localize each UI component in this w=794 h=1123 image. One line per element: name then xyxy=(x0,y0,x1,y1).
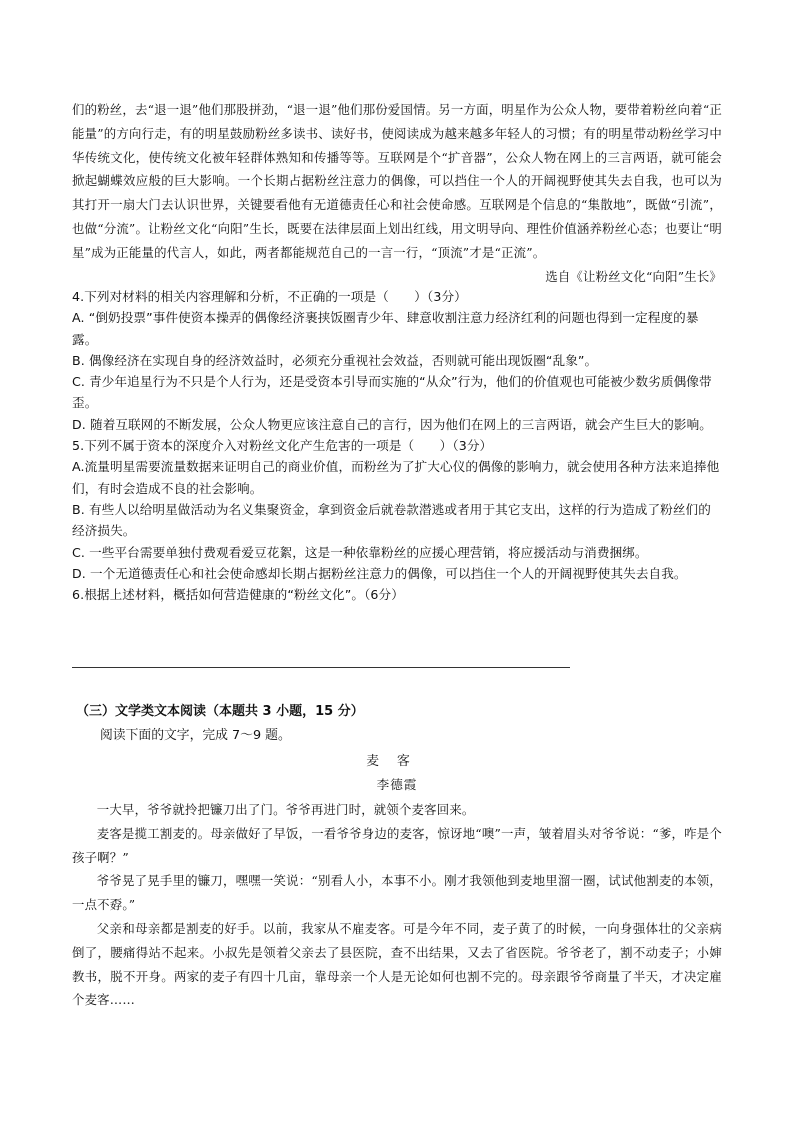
question-4-option-c: C. 青少年追星行为不只是个人行为，还是受资本引导而实施的“从众”行为，他们的价值观也可能被少数劣质偶像带歪。 xyxy=(72,374,712,411)
story-body xyxy=(72,798,722,1012)
passage-paragraph: 们的粉丝，去“退一退”他们那股拼劲，“退一退”他们那份爱国情。另一方面，明星作为公众人物，要带着粉丝向着“正能量”的方向行走，有的明星鼓励粉丝多读书、读好书，使阅读成为越来越多年轻人的习惯；有的明星带动粉丝学习中华传统文化，使传统文化被年轻群体熟知和传播等等。互联网是个“扩音器”，公众人物在网上的三言两语，就可能会掀起蝴蝶效应般的巨大影响。一个长期占据粉丝注意力的偶像，可以挡住一个人的开阔视野使其失去自我，也可以为其打开一扇大门去认识世界，关键要看他有无道德责任心和社会使命感。互联网是个信息的“集散地”，既做“引流”，也做“分流”。让粉丝文化“向阳”生长，既要在法律层面上划出红线，用文明导向、理性价值涵养粉丝心态；也要让“明星”成为正能量的代言人，如此，两者都能规范自己的一言一行，“顶流”才是“正流”。 xyxy=(72,102,722,260)
story-paragraph: 一大早，爷爷就拎把镰刀出了门。爷爷再进门时，就领个麦客回来。 xyxy=(96,802,475,817)
answer-line[interactable] xyxy=(72,667,570,668)
section-heading: （三）文学类文本阅读（本题共 3 小题，15 分） xyxy=(76,704,364,719)
question-4-option-d: D. 随着互联网的不断发展，公众人物更应该注意自己的言行，因为他们在网上的三言两语，就会产生巨大的影响。 xyxy=(72,416,712,432)
question-5-option-a: A.流量明星需要流量数据来证明自己的商业价值，而粉丝为了扩大心仪的偶像的影响力，就会使用各种方法来追捧他们，有时会造成不良的社会影响。 xyxy=(72,459,720,496)
question-4-option-a: A. “倒奶投票”事件使资本操弄的偶像经济裹挟饭圈青少年、肆意收割注意力经济红利的问题也得到一定程度的暴露。 xyxy=(72,310,699,347)
questions-block xyxy=(72,286,722,605)
passage-source: 选自《让粉丝文化“向阳”生长》 xyxy=(545,268,722,284)
question-4-option-b: B. 偶像经济在实现自身的经济效益时，必须充分重视社会效益，否则就可能出现饭圈“乱象”。 xyxy=(72,352,598,368)
story-paragraph: 麦客是揽工割麦的。母亲做好了早饭，一看爷爷身边的麦客，惊讶地“噢”一声，皱着眉头对爷爷说：“爹，咋是个孩子啊？” xyxy=(72,825,722,865)
question-5-option-d: D. 一个无道德责任心和社会使命感却长期占据粉丝注意力的偶像，可以挡住一个人的开阔视野使其失去自我。 xyxy=(72,565,687,581)
question-5-stem: 5.下列不属于资本的深度介入对粉丝文化产生危害的一项是（ ）（3分） xyxy=(72,438,493,454)
passage-block xyxy=(72,98,722,288)
story-paragraph: 爷爷晃了晃手里的镰刀，嘿嘿一笑说：“别看人小，本事不小。刚才我领他到麦地里溜一圈，试试他割麦的本领，一点不孬。” xyxy=(72,873,722,913)
question-5-option-c: C. 一些平台需要单独付费观看爱豆花絮，这是一种依靠粉丝的应援心理营销，将应援活动与消费捆绑。 xyxy=(72,544,648,560)
question-5-option-b: B. 有些人以给明星做活动为名义集聚资金，拿到资金后就卷款潜逃或者用于其它支出，这样的行为造成了粉丝们的经济损失。 xyxy=(72,501,711,539)
question-6-stem: 6.根据上述材料，概括如何营造健康的“粉丝文化”。（6分） xyxy=(72,587,404,603)
story-paragraph: 父亲和母亲都是割麦的好手。以前，我家从不雇麦客。可是今年不同，麦子黄了的时候，一向身强体壮的父亲病倒了，腰痛得站不起来。小叔先是领着父亲去了县医院，查不出结果，又去了省医院。爷爷老了，割不动麦子；小婶教书，脱不开身。两家的麦子有四十几亩，靠母亲一个人是无论如何也割不完的。母亲跟爷爷商量了半天，才决定雇个麦客…… xyxy=(72,920,722,1008)
story-author: 李德霞 xyxy=(376,777,418,792)
story-title: 麦客 xyxy=(366,754,428,769)
section-instruction: 阅读下面的文字，完成 7～9 题。 xyxy=(100,728,291,743)
question-4-stem: 4.下列对材料的相关内容理解和分析，不正确的一项是（ ）（3分） xyxy=(72,289,467,304)
